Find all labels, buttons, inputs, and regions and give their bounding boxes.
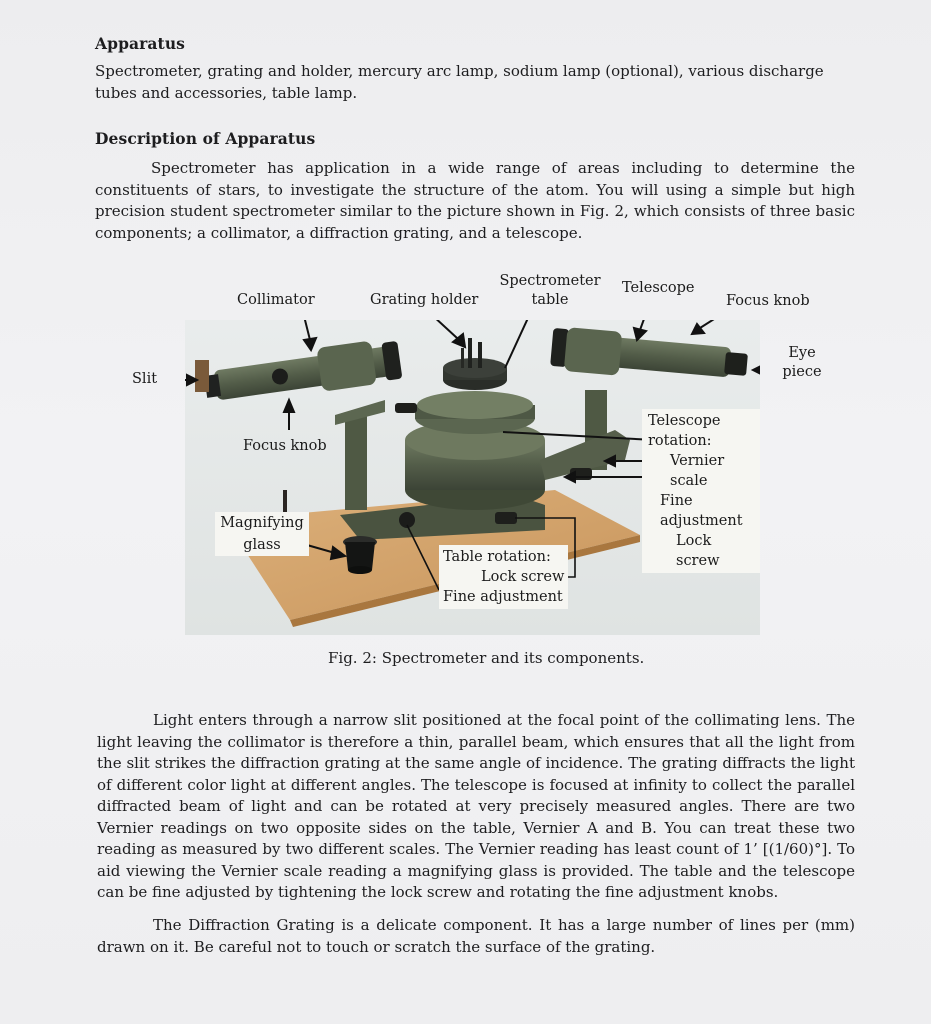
label-grating-holder: Grating holder [370, 292, 479, 308]
figure-caption: Fig. 2: Spectrometer and its components. [328, 649, 645, 667]
label-slit: Slit [132, 371, 158, 387]
label-eye-piece: Eye piece [782, 345, 822, 380]
label-vernier-scale: Vernier scale [670, 453, 725, 489]
description-text: Spectrometer has application in a wide range of areas including to determine the constituents of stars, to investigate the structure of the atom. You will using a simple but high precision student spectrometer similar to the picture shown in Fig. 2, which consists of three basic components; a collimator, a diffraction grating, and a telescope. [95, 159, 855, 242]
label-table-rotation: Table rotation: [443, 549, 551, 565]
label-table-lock-screw: Lock screw [481, 569, 565, 585]
label-table-rotation-group [439, 545, 568, 609]
spectrometer-figure [132, 273, 822, 635]
label-focus-knob-left: Focus knob [243, 438, 327, 454]
description-heading: Description of Apparatus [95, 129, 316, 148]
body-paragraph-2: The Diffraction Grating is a delicate component. It has a large number of lines per (mm) drawn on it. Be careful not to touch or scratch the surface of the grating. [97, 916, 855, 956]
label-focus-knob-top: Focus knob [726, 293, 810, 309]
apparatus-heading: Apparatus [95, 34, 186, 53]
body-paragraph-1: Light enters through a narrow slit positioned at the focal point of the collimating lens. The light leaving the collimator is therefore a thin, parallel beam, which ensures that all the light from the slit strikes the diffraction grating at the same angle of incidence. The grating diffracts the light of different color light at different angles. The telescope is focused at infinity to collect the parallel diffracted beam of light and can be rotated at very precisely measured angles. There are two Vernier readings on two opposite sides on the table, Vernier A and B. You can treat these two reading as measured by two different scales. The Vernier reading has least count of 1’ [(1/60)°]. To aid viewing the Vernier scale reading a magnifying glass is provided. The table and the telescope can be fine adjusted by tightening the lock screw and rotating the fine adjustment knobs. [97, 711, 855, 901]
label-magnifying-glass: Magnifying glass [215, 512, 309, 556]
apparatus-text: Spectrometer, grating and holder, mercury arc lamp, sodium lamp (optional), various discharge tubes and accessories, table lamp. [95, 62, 824, 102]
label-telescope-rotation-group [642, 409, 760, 573]
label-telescope: Telescope [622, 280, 695, 296]
label-collimator: Collimator [237, 292, 315, 308]
label-telescope-rotation: Telescope rotation: [648, 413, 721, 449]
label-lock-screw: Lock screw [676, 533, 720, 569]
label-fine-adjustment: Fine adjustment [660, 493, 743, 529]
label-spectrometer-table: Spectrometer table [499, 273, 601, 308]
label-table-fine-adjustment: Fine adjustment [443, 589, 563, 605]
